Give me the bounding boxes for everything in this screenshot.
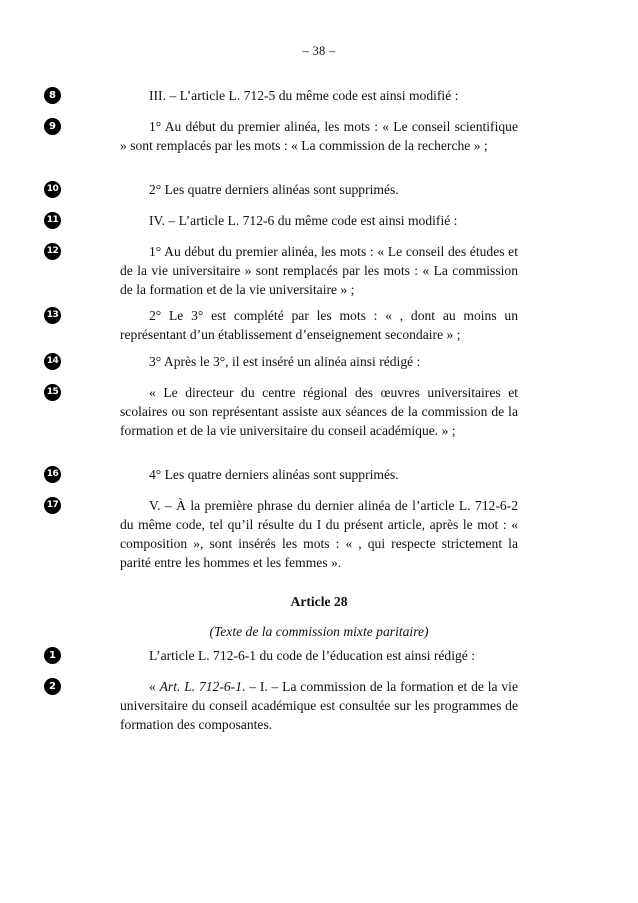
paragraph: « Le directeur du centre régional des œuvres universitaires et scolaires ou son représentant assiste aux séances de la commission de la formation et de la vie universitaire du conseil académique. » ;: [120, 385, 518, 438]
paragraph-marker: 8: [44, 87, 61, 104]
paragraph-marker: 12: [44, 243, 61, 260]
paragraph-marker: 14: [44, 353, 61, 370]
paragraph-marker: 10: [44, 181, 61, 198]
article-subtitle: (Texte de la commission mixte paritaire): [209, 624, 429, 639]
paragraph-marker: 15: [44, 384, 61, 401]
paragraph-marker: 11: [44, 212, 61, 229]
paragraph-marker: 2: [44, 678, 61, 695]
paragraph: L’article L. 712-6-1 du code de l’éducation est ainsi rédigé :: [149, 648, 476, 663]
paragraph-marker: 16: [44, 466, 61, 483]
paragraph-marker: 9: [44, 118, 61, 135]
paragraph-marker: 1: [44, 647, 61, 664]
paragraph: IV. – L’article L. 712-6 du même code est ainsi modifié :: [149, 213, 458, 228]
paragraph: 2° Le 3° est complété par les mots : « , dont au moins un représentant d’un établissement d’enseignement secondaire » ;: [120, 308, 518, 342]
article-reference: Art. L. 712-6-1: [159, 679, 242, 694]
paragraph: 1° Au début du premier alinéa, les mots : « Le conseil des études et de la vie universitaire » sont remplacés par les mots : « La commission de la formation et de la vie universitaire » ;: [120, 244, 518, 297]
paragraph: V. – À la première phrase du dernier alinéa de l’article L. 712-6-2 du même code, tel qu’il résulte du I du présent article, après le mot : « composition », sont insérés les mots : « , qui respecte strictement la parité entre les hommes et les femmes ».: [120, 498, 518, 570]
paragraph-text: . – I. – La commission de la formation et de la vie universitaire du conseil académique est consultée sur les programmes de formation des composantes.: [120, 679, 518, 732]
paragraph: [120, 677, 518, 734]
quote-open: «: [149, 679, 160, 694]
paragraph: 3° Après le 3°, il est inséré un alinéa ainsi rédigé :: [149, 354, 421, 369]
paragraph: 4° Les quatre derniers alinéas sont supprimés.: [149, 467, 399, 482]
paragraph-marker: 13: [44, 307, 61, 324]
paragraph: III. – L’article L. 712-5 du même code est ainsi modifié :: [149, 88, 459, 103]
page-number: – 38 –: [302, 44, 336, 58]
paragraph-marker: 17: [44, 497, 61, 514]
paragraph: 2° Les quatre derniers alinéas sont supprimés.: [149, 182, 399, 197]
paragraph: 1° Au début du premier alinéa, les mots : « Le conseil scientifique » sont remplacés par les mots : « La commission de la recherche » ;: [120, 119, 518, 153]
article-title: Article 28: [290, 594, 348, 609]
